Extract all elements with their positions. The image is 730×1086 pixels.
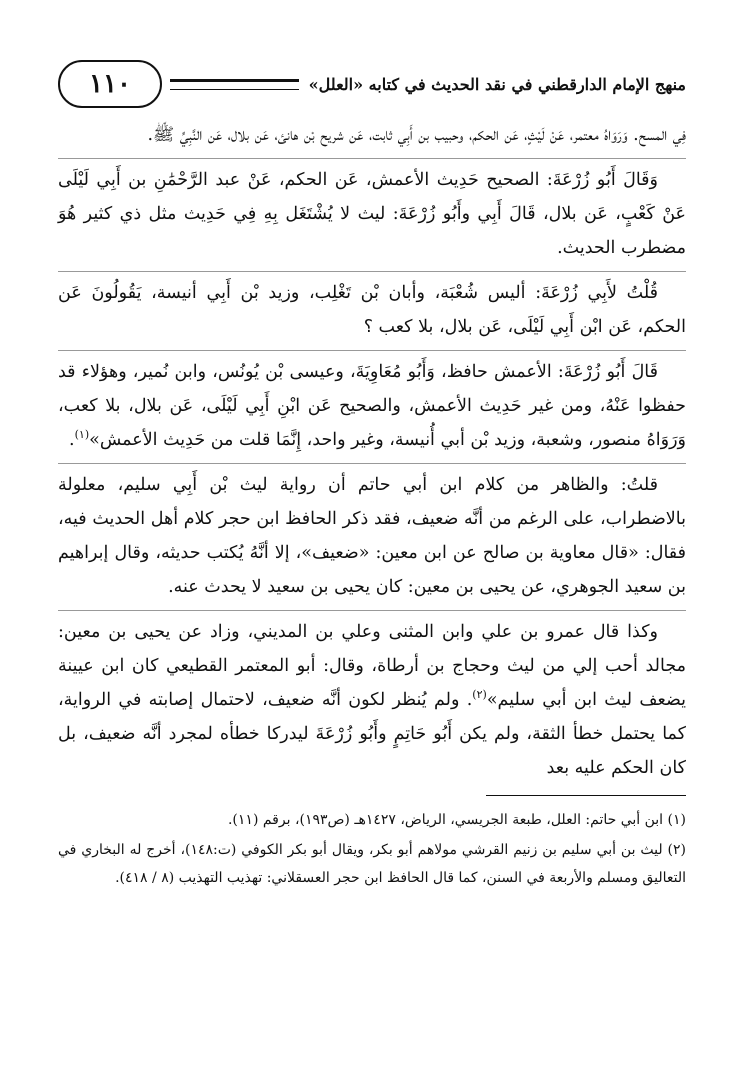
paragraph-text: وكذا قال عمرو بن علي وابن المثنى وعلي بن المديني، وزاد عن يحيى بن معين: مجالد أحب إلي من ليث وحجاج بن أرطاة، وقال: أبو المعتمر القطيعي كان ابن عيينة يضعف ليث ابن أبي سليم» bbox=[58, 622, 686, 710]
footnote: (٢) ليث بن أبي سليم بن زنيم القرشي مولاهم أبو بكر، ويقال أبو بكر الكوفي (ت:١٤٨)، أخرج له البخاري في التعاليق ومسلم والأربعة في السنن، كما قال الحافظ ابن حجر العسقلاني: تهذيب التهذيب (٨ / ٤١٨). bbox=[58, 842, 686, 886]
paragraph-separator bbox=[58, 158, 686, 159]
footnote-reference[interactable]: (٢) bbox=[472, 688, 487, 702]
paragraph bbox=[58, 118, 686, 152]
paragraph-text-continued: . ولم يُنظر لكون أنَّه ضعيف، لاحتمال إصابته في الرواية، كما يحتمل خطأ الثقة، ولم يكن أَبُو حَاتِمٍ وأَبُو زُرْعَةَ ليدركا خطأه لمجرد أنَّه ضعيف، بل كان الحكم عليه بعد bbox=[58, 690, 686, 778]
book-page bbox=[58, 56, 686, 894]
paragraph-text: قُلْتُ لأَبِي زُرْعَةَ: أليس شُعْبَة، وأبان بْن تَغْلِب، وزيد بْن أَبِي أنيسة، يَقُولُونَ عَن الحكم، عَن ابْن أَبِي لَيْلَى، عَن بلال، بلا كعب ؟ bbox=[58, 283, 686, 337]
paragraph bbox=[58, 468, 686, 604]
paragraph-separator bbox=[58, 610, 686, 611]
paragraph-separator bbox=[58, 463, 686, 464]
running-title: منهج الإمام الدارقطني في نقد الحديث في كتابه «العلل» bbox=[308, 74, 686, 94]
paragraph-text: وَقَالَ أَبُو زُرْعَةَ: الصحيح حَدِيث الأعمش، عَن الحكم، عَنْ عبد الرَّحْمَٰنِ بن أَبِي لَيْلَى عَنْ كَعْبٍ، عَن بلال، قَالَ أَبِي وأَبُو زُرْعَةَ: ليث لا يُشْتَغَل بِهِ فِي حَدِيث مثل ذي كثير هُوَ مضطرب الحديث. bbox=[58, 170, 686, 258]
paragraph-text: قَالَ أَبُو زُرْعَةَ: الأعمش حافظ، وَأَبُو مُعَاوِيَةَ، وعيسى بْن يُونُس، وابن نُمير، وهؤلاء قد حفظوا عَنْهُ، ومن غير حَدِيث الأعمش، والصحيح عَن ابْنِ أَبِي لَيْلَى، عَن بلال، بلا كعب، وَرَوَاهُ منصور، وشعبة، وزيد بْن أبي أُنيسة، وغير واحد، إِنَّمَا قلت من حَدِيث الأعمش» bbox=[58, 362, 686, 450]
paragraph bbox=[58, 615, 686, 785]
footnote-rule bbox=[486, 795, 686, 796]
main-text bbox=[58, 118, 686, 785]
paragraph: قَالَ أَبُو زُرْعَةَ: الأعمش حافظ، وَأَبُو مُعَاوِيَةَ، وعيسى بْن يُونُس، وابن نُمير، وهؤلاء قد حفظوا عَنْهُ، ومن غير حَدِيث الأعمش، والصحيح عَن ابْنِ أَبِي لَيْلَى، عَن بلال، بلا كعب، وَرَوَاهُ منصور، وشعبة، وزيد بْن أبي أُنيسة، وغير واحد، إِنَّمَا قلت من حَدِيث الأعمش»$^{(١)}$. bbox=[58, 362, 686, 450]
paragraph bbox=[58, 163, 686, 265]
footnotes bbox=[58, 806, 686, 892]
page-number-badge: ١١٠ bbox=[58, 60, 162, 108]
paragraph bbox=[58, 276, 686, 344]
header-double-rule bbox=[170, 79, 299, 90]
paragraph-text: قلتُ: والظاهر من كلام ابن أبي حاتم أن رواية ليث بْن أَبِي سليم، معلولة بالاضطراب، على الرغم من أنَّه ضعيف، فقد ذكر الحافظ ابن حجر كلام أهل الحديث فيه، فقال: «قال معاوية بن صالح عن ابن معين: «ضعيف»، إلا أنَّهُ يُكتب حديثه، وقال إبراهيم بن سعيد الجوهري، عن يحيى بن معين: كان يحيى بن سعيد لا يحدث عنه. bbox=[58, 475, 686, 597]
paragraph-text: فِي المسح. وَرَوَاهُ معتمر، عَنْ لَيْثٍ، عَن الحكم، وحبيب بن أَبِي ثابت، عَن شريح بْن هانئ، عَن بلال، عَن النَّبِيِّ ﷺ. bbox=[147, 125, 686, 145]
paragraph-separator bbox=[58, 271, 686, 272]
page-header bbox=[58, 56, 686, 112]
footnote: (١) ابن أبي حاتم: العلل، طبعة الجريسي، الرياض، ١٤٢٧هـ (ص١٩٣)، برقم (١١). bbox=[227, 812, 686, 828]
footnote-reference[interactable]: (١) bbox=[74, 428, 90, 442]
paragraph-separator bbox=[58, 350, 686, 351]
